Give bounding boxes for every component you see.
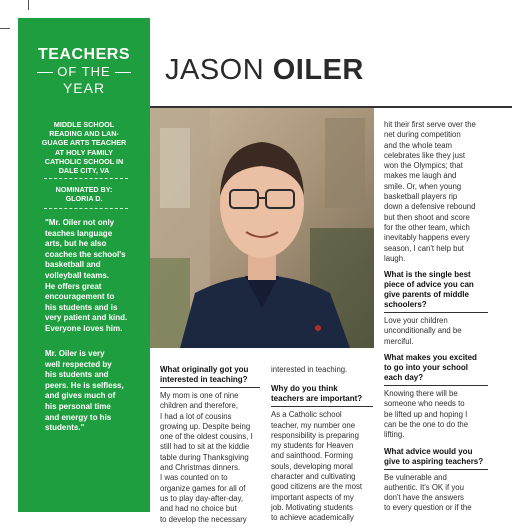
divider (44, 178, 128, 179)
text-line: growing up. Despite being (160, 421, 251, 431)
banner-teachers: TEACHERS (37, 46, 130, 63)
text-line: CATHOLIC SCHOOL IN (44, 156, 124, 166)
teacher-portrait-photo (150, 108, 374, 348)
text-line: What is the single best (384, 270, 471, 280)
question-heading (384, 353, 488, 386)
text-line: laugh. (384, 253, 406, 263)
article-column-3 (384, 120, 488, 520)
article-column-2 (271, 365, 373, 530)
answer-text-continued: interested in teaching. (271, 365, 348, 374)
text-line: lifting. (384, 430, 405, 440)
text-line: for the other team, which (384, 222, 470, 232)
text-line: smile. Or, when young (384, 181, 462, 191)
text-line: net during competition (384, 130, 461, 140)
text-line: important aspects of my (271, 492, 354, 502)
banner-year: YEAR (62, 80, 106, 96)
text-line: schoolers? (384, 300, 427, 310)
text-line: won the Olympics; that (384, 161, 463, 171)
text-line: peers. He is selfless, (45, 380, 124, 390)
text-line: volleyball teams. (45, 270, 110, 280)
nomination-quote (45, 218, 145, 335)
text-line: and had no choice but (160, 504, 237, 514)
answer-text (160, 391, 260, 525)
answer-text (384, 316, 488, 347)
text-line: merciful. (384, 336, 414, 346)
text-line: "Mr. Oiler not only (45, 218, 115, 227)
text-line: teachers are important? (271, 394, 363, 404)
text-line: season, I can't help but (384, 243, 464, 253)
text-line: can be the one to do the (384, 419, 469, 429)
text-line: encouragement to (45, 292, 115, 302)
article-column-1 (160, 365, 260, 531)
text-line: unconditionally and be (384, 326, 462, 336)
nomination-quote-continued (45, 349, 145, 434)
text-line: give to aspiring teachers? (384, 456, 484, 466)
text-line: inevitably happens every (384, 233, 470, 243)
text-line: My mom is one of nine (160, 391, 239, 400)
text-line: good citizens are the most (271, 482, 363, 492)
crop-mark (0, 28, 10, 29)
text-line: What makes you excited (384, 353, 477, 363)
text-line: Why do you think (271, 384, 338, 394)
question-heading (384, 270, 488, 313)
text-line: basketball players rip (384, 192, 458, 202)
teacher-name-heading (165, 54, 364, 87)
text-line: his personal time (45, 401, 111, 411)
text-line: children and therefore, (160, 401, 239, 411)
question-heading (271, 384, 373, 407)
text-line: us to play day-after-day, (160, 493, 244, 503)
text-line: to every question or if the (384, 503, 472, 513)
text-line: his students and is (45, 302, 118, 312)
text-line: very patient and kind. (45, 313, 128, 323)
answer-text (384, 473, 488, 514)
text-line: and Christmas dinners. (160, 463, 241, 473)
text-line: his students and (45, 370, 109, 380)
text-line: organize games for all of (160, 483, 246, 493)
question-heading (160, 365, 260, 388)
text-line: to develop the necessary (160, 514, 247, 524)
text-line: responsibility is preparing (271, 430, 359, 440)
text-line: READING AND LAN- (49, 129, 119, 139)
text-line: MIDDLE SCHOOL (53, 120, 115, 129)
text-line: someone who needs to (384, 399, 465, 409)
banner-of-the: OF THE (18, 64, 150, 79)
text-line: to achieve academically (271, 513, 354, 523)
text-line: arts, but he also (45, 239, 107, 249)
text-line: and sainthood. Forming (271, 451, 353, 461)
crop-mark (28, 0, 29, 10)
text-line: Everyone loves him. (45, 323, 123, 333)
answer-text-continued (384, 120, 488, 264)
text-line: down a defensive rebound (384, 202, 476, 212)
text-line: authentic. It's OK if you (384, 482, 464, 492)
text-line: and energy to his (45, 412, 112, 422)
text-line: don't have the answers (384, 493, 464, 503)
text-line: DALE CITY, VA (58, 166, 110, 176)
text-line: souls, developing moral (271, 461, 353, 471)
text-line: I was counted on to (160, 473, 228, 483)
text-line: one of the oldest cousins, I (160, 432, 253, 442)
last-name: OILER (272, 54, 364, 86)
text-line: be lifted up and hoping I (384, 409, 468, 419)
text-line: well respected by (45, 359, 112, 369)
text-line: but then shoot and score (384, 212, 470, 222)
text-line: hit their first serve over the (384, 120, 476, 129)
text-line: AT HOLY FAMILY (55, 147, 113, 157)
text-line: basketball and (45, 260, 101, 270)
nominated-by: GLORIA D. (65, 194, 103, 203)
text-line: character and cultivating (271, 472, 356, 482)
teacher-role (18, 120, 150, 175)
text-line: students." (45, 423, 85, 433)
text-line: Knowing there will be (384, 389, 458, 399)
text-line: give parents of middle (384, 290, 469, 300)
sidebar-panel (18, 18, 150, 512)
first-name: JASON (165, 54, 265, 86)
text-line: each day? (384, 373, 424, 383)
nominated-label: NOMINATED BY: (55, 185, 113, 194)
text-line: still had to sit at the kiddie (160, 442, 250, 452)
text-line: He offers great (45, 281, 102, 291)
text-line: teacher, my number one (271, 420, 356, 430)
divider (44, 208, 128, 209)
text-line: GUAGE ARTS TEACHER (41, 138, 127, 148)
text-line: As a Catholic school (271, 410, 342, 420)
answer-text (384, 389, 488, 440)
text-line: Love your children (384, 316, 448, 326)
text-line: What advice would you (384, 446, 473, 456)
text-line: my students for Heaven (271, 441, 354, 451)
text-line: job. Motivating students (271, 502, 353, 512)
text-line: Mr. Oiler is very (45, 349, 105, 358)
text-line: to go into your school (384, 363, 468, 373)
text-line: interested in teaching? (160, 375, 248, 384)
question-heading (384, 447, 488, 470)
text-line: What originally got you (160, 365, 249, 374)
text-line: and gives much of (45, 391, 116, 401)
answer-text (271, 410, 373, 523)
text-line: table during Thanksgiving (160, 452, 249, 462)
text-line: I had a lot of cousins (160, 411, 232, 421)
text-line: and the whole team (384, 140, 453, 150)
text-line: teaches language (45, 228, 113, 238)
text-line: Be vulnerable and (384, 472, 447, 482)
text-line: piece of advice you can (384, 280, 474, 290)
text-line: makes me laugh and (384, 171, 457, 181)
text-line: coaches the school's (45, 249, 126, 259)
text-line: celebrates like they just (384, 150, 466, 160)
